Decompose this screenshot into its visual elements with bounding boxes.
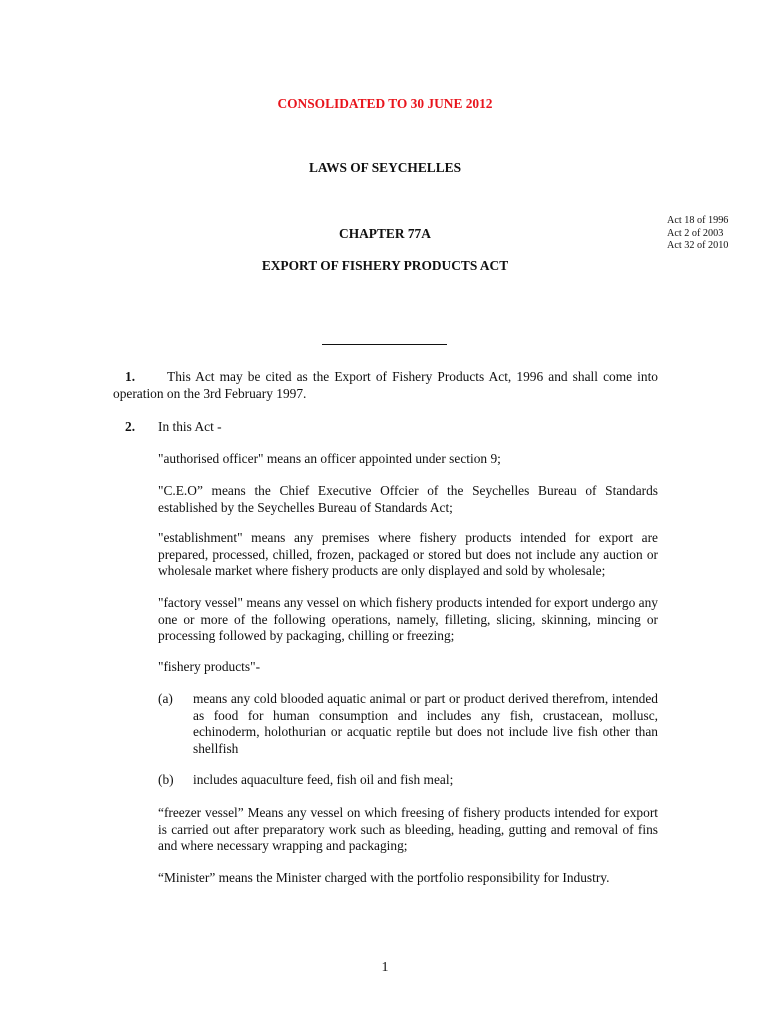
definition-fishery-products: "fishery products"- <box>158 659 261 674</box>
definition-minister: “Minister” means the Minister charged with the portfolio responsibility for Industry. <box>158 870 610 885</box>
amendment-list <box>667 215 728 253</box>
section-number: 2. <box>125 419 136 434</box>
definition-freezer-vessel: “freezer vessel” Means any vessel on which freesing of fishery products intended for export is carried out after preparatory work such as bleeding, heading, gutting and removal of fins and where necessary wrapping and packaging; <box>158 805 658 854</box>
definition-authorised-officer: "authorised officer" means an officer appointed under section 9; <box>158 451 501 466</box>
definition-factory-vessel: "factory vessel" means any vessel on which fishery products intended for export undergo any one or more of the following operations, namely, filleting, slicing, skinning, mincing or processing followed by packaging, chilling or freezing; <box>158 595 658 644</box>
act-title: EXPORT OF FISHERY PRODUCTS ACT <box>261 258 509 273</box>
amendment-item: Act 2 of 2003 <box>667 227 724 239</box>
page-number: 1 <box>381 960 389 975</box>
section-number: 1. <box>125 369 136 384</box>
section-text: This Act may be cited as the Export of Fishery Products Act, 1996 and shall come into operation on the 3rd February 1997. <box>113 369 658 401</box>
chapter-heading: CHAPTER 77A <box>339 226 431 241</box>
amendment-item: Act 32 of 2010 <box>667 240 729 252</box>
item-text: includes aquaculture feed, fish oil and fish meal; <box>193 772 454 787</box>
item-text: means any cold blooded aquatic animal or part or product derived therefrom, intended as food for human consumption and includes any fish, crustacean, mollusc, echinoderm, holothurian or acquatic reptile but does not include live fish other than shellfish <box>193 691 658 756</box>
section-intro: In this Act - <box>158 419 222 434</box>
section-1 <box>113 369 658 402</box>
amendment-item: Act 18 of 1996 <box>667 215 729 226</box>
definition-establishment: "establishment" means any premises where fishery products intended for export are prepared, processed, chilled, frozen, packaged or stored but does not include any auction or wholesale market where fishery products are only displayed and sold by wholesale; <box>158 530 658 579</box>
divider-rule <box>322 344 447 345</box>
consolidation-notice: CONSOLIDATED TO 30 JUNE 2012 <box>277 96 493 111</box>
laws-heading: LAWS OF SEYCHELLES <box>308 160 462 175</box>
item-label: (a) <box>158 691 173 706</box>
item-label: (b) <box>158 772 174 787</box>
definition-ceo: "C.E.O” means the Chief Executive Offcier of the Seychelles Bureau of Standards established by the Seychelles Bureau of Standards Act; <box>158 483 658 515</box>
